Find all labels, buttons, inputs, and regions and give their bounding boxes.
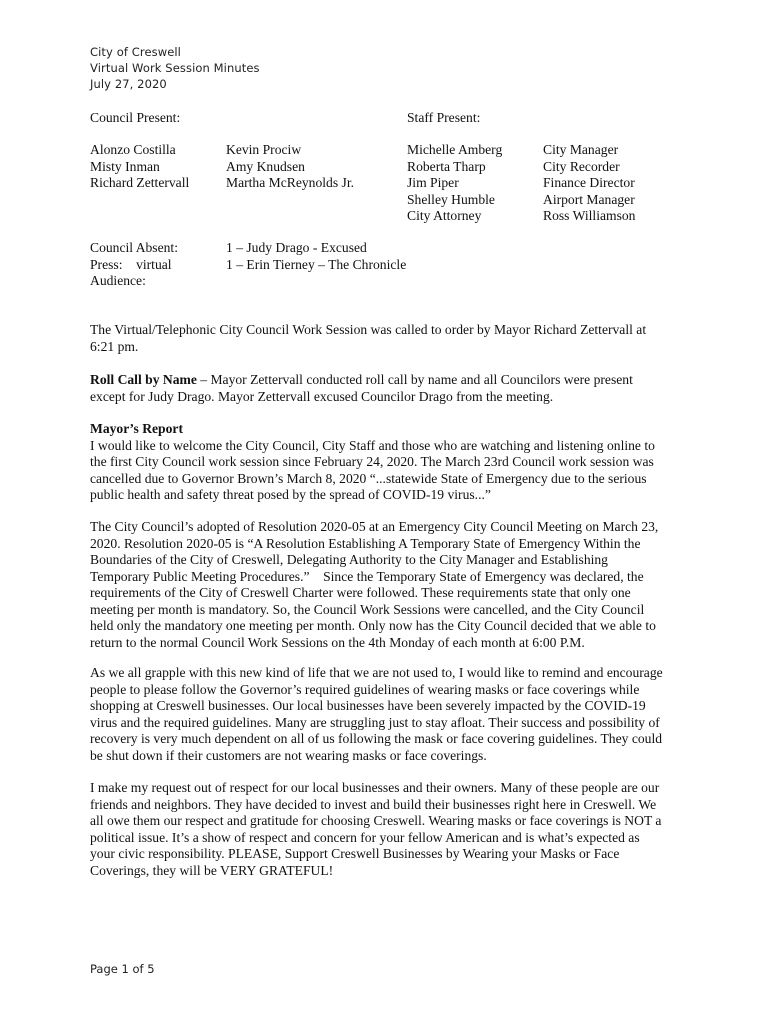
council-member: Martha McReynolds Jr. xyxy=(226,175,354,190)
press-label: Press: virtual xyxy=(90,256,172,272)
text-line: I would like to welcome the City Council, City Staff and those who are watching and listening online to xyxy=(90,437,655,453)
staff-role: Finance Director xyxy=(543,175,635,190)
staff-member: Roberta Tharp xyxy=(407,158,486,174)
roll-call-text: – Mayor Zettervall conducted roll call by name and all Councilors were present xyxy=(196,372,633,387)
text-line: The City Council’s adopted of Resolution 2020-05 at an Emergency City Council Meeting on March 23, xyxy=(90,519,659,534)
staff-role: City Recorder xyxy=(543,158,620,174)
text-line: held only the mandatory one meeting per month. Only now has the City Council decided that we able to xyxy=(90,618,656,633)
text-line: Boundaries of the City of Creswell, Delegating Authority to the City Manager and Establishing xyxy=(90,552,608,567)
text-line: Temporary Public Meeting Procedures.” Since the Temporary State of Emergency was declared, the xyxy=(90,568,644,584)
staff-role: Ross Williamson xyxy=(543,208,636,223)
document-title: Virtual Work Session Minutes xyxy=(90,61,260,75)
staff-role: City Manager xyxy=(543,142,619,157)
roll-call-heading: Roll Call by Name xyxy=(90,372,197,387)
mayors-report-section xyxy=(90,421,680,504)
council-list-1 xyxy=(90,142,189,192)
text-line: friends and neighbors. They have decided to invest and build their businesses right here in Creswell. We xyxy=(90,796,657,812)
text-line: meeting per month is mandatory. So, the Council Work Sessions were cancelled, and the City Council xyxy=(90,601,645,617)
text-line: except for Judy Drago. Mayor Zettervall excused Councilor Drago from the meeting. xyxy=(90,388,554,404)
text-line: 6:21 pm. xyxy=(90,338,139,354)
document-header xyxy=(90,44,260,92)
staff-list-1 xyxy=(407,142,502,225)
staff-role: Airport Manager xyxy=(543,191,635,207)
staff-member: City Attorney xyxy=(407,208,482,223)
staff-member: Shelley Humble xyxy=(407,191,495,207)
council-list-2 xyxy=(226,142,354,192)
council-member: Misty Inman xyxy=(90,158,160,174)
roll-call-paragraph xyxy=(90,372,680,405)
text-line: people to please follow the Governor’s required guidelines of wearing masks or face coverings while xyxy=(90,681,640,697)
text-line: cancelled due to Governor Brown’s March 8, 2020 “...statewide State of Emergency due to the serious xyxy=(90,470,647,486)
text-line: shopping at Creswell businesses. Our local businesses have been severely impacted by the COVID-19 xyxy=(90,698,646,713)
absent-press-labels xyxy=(90,240,178,290)
audience-label: Audience: xyxy=(90,273,146,288)
council-member: Amy Knudsen xyxy=(226,158,305,174)
text-line: return to the normal Council Work Sessions on the 4th Monday of each month at 6:00 P.M. xyxy=(90,634,585,650)
staff-member: Jim Piper xyxy=(407,175,459,190)
council-member: Kevin Prociw xyxy=(226,142,302,157)
text-line: requirements of the City of Creswell Charter were followed. These requirements state that only one xyxy=(90,585,631,600)
council-member: Alonzo Costilla xyxy=(90,142,176,157)
staff-present-label: Staff Present: xyxy=(407,110,481,125)
council-absent-value: 1 – Judy Drago - Excused xyxy=(226,240,367,255)
masks-paragraph xyxy=(90,665,680,764)
text-line: Coverings, they will be VERY GRATEFUL! xyxy=(90,862,334,878)
respect-paragraph xyxy=(90,780,680,879)
council-present-label: Council Present: xyxy=(90,110,181,125)
text-line: public health and safety threat posed by the spread of COVID-19 virus...” xyxy=(90,487,491,502)
press-value: 1 – Erin Tierney – The Chronicle xyxy=(226,256,407,272)
council-member: Richard Zettervall xyxy=(90,175,190,190)
text-line: 2020. Resolution 2020-05 is “A Resolution Establishing A Temporary State of Emergency Within the xyxy=(90,535,641,551)
text-line: the first City Council work session since February 24, 2020. The March 23rd Council work session was xyxy=(90,454,654,469)
document-date: July 27, 2020 xyxy=(90,77,167,91)
text-line: The Virtual/Telephonic City Council Work Session was called to order by Mayor Richard Zettervall at xyxy=(90,322,647,337)
page-number: Page 1 of 5 xyxy=(90,962,155,976)
text-line: As we all grapple with this new kind of life that we are not used to, I would like to remind and encourage xyxy=(90,665,663,680)
mayors-report-heading: Mayor’s Report xyxy=(90,421,183,436)
text-line: recovery is very much dependent on all of us following the mask or face covering guidelines. They could xyxy=(90,731,663,746)
text-line: be shut down if their customers are not wearing masks or face coverings. xyxy=(90,747,487,763)
text-line: your civic responsibility. PLEASE, Support Creswell Businesses by Wearing your Masks or Face xyxy=(90,846,620,861)
staff-member: Michelle Amberg xyxy=(407,142,503,157)
text-line: virus and the required guidelines. Many are struggling just to stay afloat. Their success and possibility of xyxy=(90,714,660,730)
text-line: political issue. It’s a show of respect and concern for your fellow American and is what’s expected as xyxy=(90,829,640,845)
council-absent-label: Council Absent: xyxy=(90,240,178,255)
resolution-paragraph xyxy=(90,519,680,651)
text-line: all owe them our respect and gratitude for choosing Creswell. Wearing masks or face coverings is NOT a xyxy=(90,813,662,828)
staff-list-2 xyxy=(543,142,635,225)
call-to-order-paragraph xyxy=(90,322,680,355)
org-name: City of Creswell xyxy=(90,45,181,59)
text-line: I make my request out of respect for our local businesses and their owners. Many of these people are our xyxy=(90,780,660,795)
absent-press-values xyxy=(226,240,406,273)
